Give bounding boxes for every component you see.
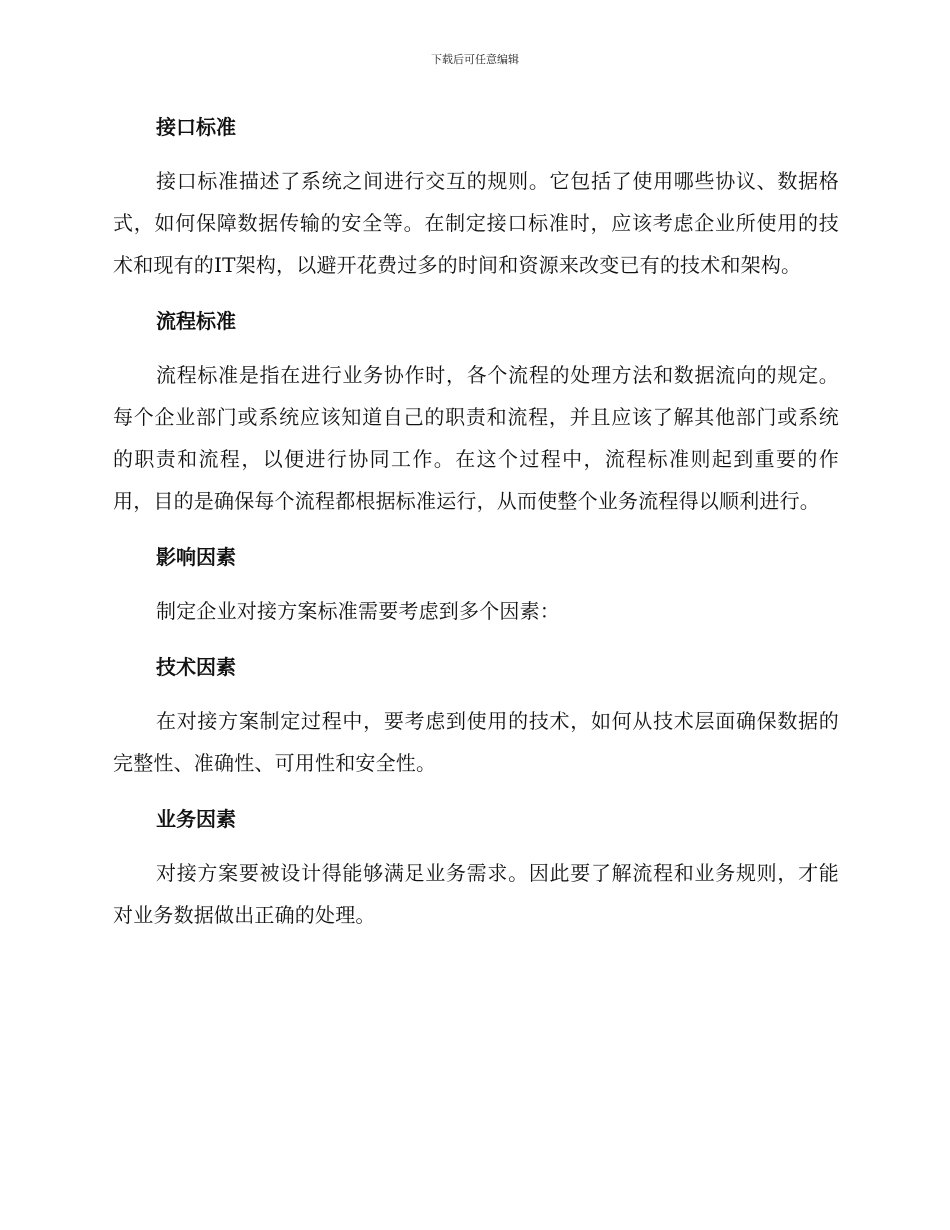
section-paragraph: 在对接方案制定过程中，要考虑到使用的技术，如何从技术层面确保数据的完整性、准确性、可用性和安全性。 (113, 709, 839, 775)
section-heading: 影响因素 (156, 545, 236, 569)
section-paragraph: 对接方案要被设计得能够满足业务需求。因此要了解流程和业务规则，才能对业务数据做出正确的处理。 (113, 861, 839, 927)
section-heading: 技术因素 (156, 655, 236, 679)
section-interface-standard (113, 106, 839, 286)
section-technical-factors (113, 646, 839, 784)
section-heading: 接口标准 (156, 115, 236, 139)
document-body (113, 106, 839, 950)
section-influencing-factors (113, 536, 839, 632)
section-heading: 流程标准 (156, 309, 236, 333)
section-paragraph: 制定企业对接方案标准需要考虑到多个因素： (156, 599, 560, 623)
page-header: 下载后可任意编辑 (431, 53, 519, 66)
section-heading: 业务因素 (156, 807, 236, 831)
section-process-standard (113, 300, 839, 522)
section-paragraph: 接口标准描述了系统之间进行交互的规则。它包括了使用哪些协议、数据格式，如何保障数据传输的安全等。在制定接口标准时，应该考虑企业所使用的技术和现有的IT架构，以避开花费过多的时间和资源来改变已有的技术和架构。 (113, 169, 839, 277)
section-business-factors (113, 798, 839, 936)
section-paragraph: 流程标准是指在进行业务协作时，各个流程的处理方法和数据流向的规定。每个企业部门或系统应该知道自己的职责和流程，并且应该了解其他部门或系统的职责和流程，以便进行协同工作。在这个过程中，流程标准则起到重要的作用，目的是确保每个流程都根据标准运行，从而使整个业务流程得以顺利进行。 (113, 363, 839, 513)
